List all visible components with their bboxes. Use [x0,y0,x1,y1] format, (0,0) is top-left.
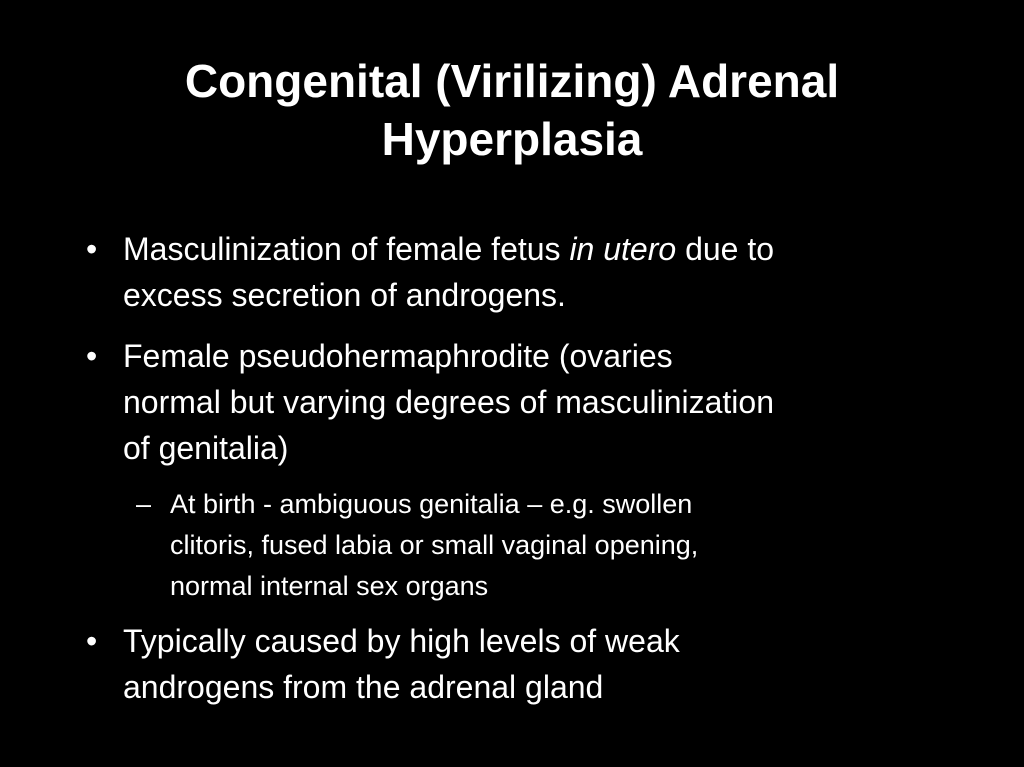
slide-title [60,52,964,168]
sub-bullet-line: clitoris, fused labia or small vaginal opening, [170,530,699,560]
bullet-line: Typically caused by high levels of weak [123,623,680,659]
sub-bullet-dash: – [136,489,152,519]
sub-bullet-line: normal internal sex organs [170,571,489,601]
bullet-dot: • [86,623,98,659]
bullet-text [123,333,953,471]
bullet-text [123,226,953,318]
bullet-text-italic: in utero [569,231,677,267]
slide-title-line-2: Hyperplasia [381,113,643,165]
bullet-line: androgens from the adrenal gland [123,669,604,705]
bullet-dot: • [86,231,98,267]
bullet-text-part: Masculinization of female fetus [123,231,570,267]
sub-bullet-text [170,484,890,607]
sub-bullet-line: At birth - ambiguous genitalia – e.g. swollen [170,489,693,519]
bullet-text-part: due to [676,231,775,267]
bullet-line: of genitalia) [123,430,289,466]
bullet-line: excess secretion of androgens. [123,277,566,313]
bullet-line: normal but varying degrees of masculinization [123,384,774,420]
bullet-line: Female pseudohermaphrodite (ovaries [123,338,673,374]
slide-title-line-1: Congenital (Virilizing) Adrenal [184,55,840,107]
bullet-line [123,226,953,272]
bullet-text [123,618,953,710]
bullet-dot: • [86,338,98,374]
